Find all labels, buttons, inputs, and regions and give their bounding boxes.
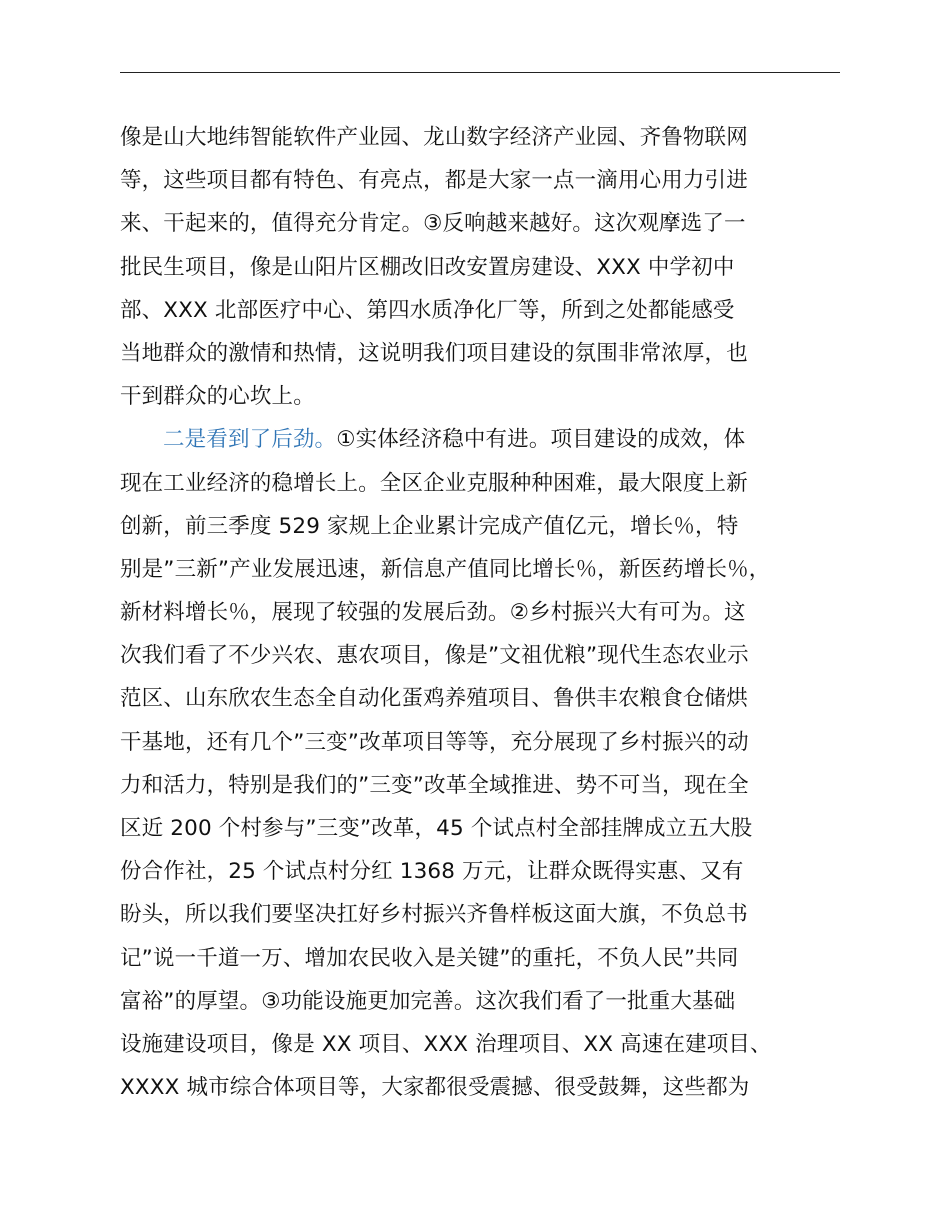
text-line: 批民生项目，像是山阳片区棚改旧改安置房建设、XXX 中学初中 xyxy=(120,254,735,280)
text-line: 记”说一千道一万、增加农民收入是关键”的重托，不负人民”共同 xyxy=(120,945,739,971)
text-line: 力和活力，特别是我们的”三变”改革全域推进、势不可当，现在全 xyxy=(120,772,749,798)
text-line: 区近 200 个村参与”三变”改革，45 个试点村全部挂牌成立五大股 xyxy=(120,816,753,841)
text-line: 干基地，还有几个”三变”改革项目等等，充分展现了乡村振兴的动 xyxy=(120,729,749,755)
text-line: XXXX 城市综合体项目等，大家都很受震撼、很受鼓舞，这些都为 xyxy=(120,1075,750,1101)
text-line: 当地群众的激情和热情，这说明我们项目建设的氛围非常浓厚，也 xyxy=(120,340,748,366)
text-line: 部、XXX 北部医疗中心、第四水质净化厂等，所到之处都能感受 xyxy=(120,297,735,323)
text-line: 范区、山东欣农生态全自动化蛋鸡养殖项目、鲁供丰农粮食仓储烘 xyxy=(120,686,748,712)
text-line: 设施建设项目，像是 XX 项目、XXX 治理项目、XX 高速在建项目、 xyxy=(120,1031,772,1057)
section-heading: 二是看到了后劲。 xyxy=(163,427,337,453)
text-line: 新材料增长％，展现了较强的发展后劲。②乡村振兴大有可为。这 xyxy=(120,600,746,626)
text-line: 干到群众的心坎上。 xyxy=(120,384,315,410)
text-line: 来、干起来的，值得充分肯定。③反响越来越好。这次观摩选了一 xyxy=(120,211,746,237)
header-rule xyxy=(120,72,840,73)
paragraph-first-line xyxy=(120,418,850,461)
text-run: ①实体经济稳中有进。项目建设的成效，体 xyxy=(336,427,746,453)
text-line: 像是山大地纬智能软件产业园、龙山数字经济产业园、齐鲁物联网 xyxy=(120,125,748,150)
text-line: 创新，前三季度 529 家规上企业累计完成产值亿元，增长％，特 xyxy=(120,513,739,539)
text-line: 现在工业经济的稳增长上。全区企业克服种种困难，最大限度上新 xyxy=(120,470,748,496)
text-line: 富裕”的厚望。③功能设施更加完善。这次我们看了一批重大基础 xyxy=(120,988,736,1014)
text-line: 次我们看了不少兴农、惠农项目，像是”文祖优粮”现代生态农业示 xyxy=(120,643,749,669)
document-body xyxy=(120,116,850,1109)
text-line: 别是”三新”产业发展迅速，新信息产值同比增长％，新医药增长％， xyxy=(120,556,771,582)
text-line: 等，这些项目都有特色、有亮点，都是大家一点一滴用心用力引进 xyxy=(120,168,748,194)
text-line: 盼头，所以我们要坚决扛好乡村振兴齐鲁样板这面大旗，不负总书 xyxy=(120,902,748,928)
text-line: 份合作社，25 个试点村分红 1368 万元，让群众既得实惠、又有 xyxy=(120,859,744,885)
